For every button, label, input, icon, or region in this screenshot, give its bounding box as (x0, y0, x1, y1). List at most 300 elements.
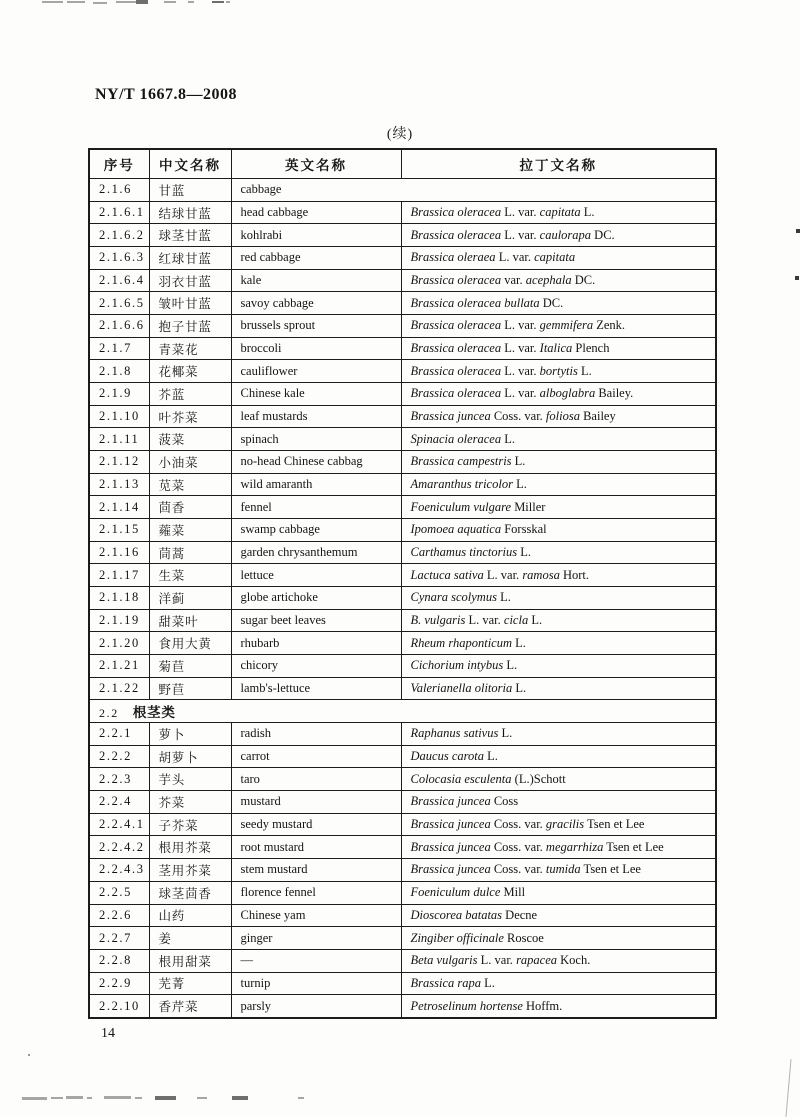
scan-artifact (188, 1, 194, 3)
latin-italic-segment: Brassica campestris (410, 454, 512, 469)
chinese-name: 小油菜 (149, 451, 231, 474)
latin-italic-segment: Brassica oleracea (410, 363, 502, 378)
table-row (89, 949, 716, 972)
latin-italic-segment: Brassica oleracea bullata (410, 295, 540, 310)
english-name: taro (231, 768, 401, 791)
latin-roman-segment: L. var. (465, 613, 504, 628)
table-row (89, 337, 716, 360)
chinese-name: 茎用芥菜 (149, 859, 231, 882)
latin-roman-segment: Tsen et Lee (584, 817, 645, 832)
row-number: 2.2.3 (89, 768, 149, 791)
latin-roman-segment: L. (484, 749, 498, 764)
latin-name (401, 564, 716, 587)
english-name: garden chrysanthemum (231, 541, 401, 564)
latin-roman-segment: L. (512, 477, 527, 492)
table-row (89, 813, 716, 836)
section-number: 2.2 (99, 706, 119, 721)
latin-italic-segment: acephala (525, 273, 572, 288)
latin-roman-segment: L. (503, 658, 518, 673)
row-number: 2.2.7 (89, 927, 149, 950)
latin-name (401, 972, 716, 995)
english-name: spinach (231, 428, 401, 451)
latin-italic-segment: Brassica oleracea (410, 386, 502, 401)
row-number: 2.1.19 (89, 609, 149, 632)
chinese-name: 结球甘蓝 (149, 201, 231, 224)
table-row (89, 972, 716, 995)
table-row (89, 179, 716, 202)
latin-roman-segment: Coss. var. (490, 817, 546, 832)
latin-name (401, 723, 716, 746)
latin-roman-segment: L. var. (477, 953, 517, 968)
latin-italic-segment: Brassica oleracea (410, 318, 502, 333)
latin-name (401, 201, 716, 224)
chinese-name: 叶芥菜 (149, 405, 231, 428)
latin-name (401, 859, 716, 882)
latin-name (401, 473, 716, 496)
chinese-name: 红球甘蓝 (149, 247, 231, 270)
section-row-cell (89, 700, 716, 723)
latin-italic-segment: Spinacia oleracea (410, 431, 502, 446)
latin-name (401, 451, 716, 474)
row-number: 2.1.6.5 (89, 292, 149, 315)
table-row (89, 292, 716, 315)
latin-name (401, 927, 716, 950)
latin-italic-segment: Rheum rhaponticum (410, 635, 512, 650)
latin-roman-segment: Coss. var. (490, 862, 546, 877)
english-name: lamb's-lettuce (231, 677, 401, 700)
table-row (89, 791, 716, 814)
english-name: red cabbage (231, 247, 401, 270)
chinese-name: 菊苣 (149, 655, 231, 678)
english-name: sugar beet leaves (231, 609, 401, 632)
latin-roman-segment: Coss. var. (490, 409, 546, 424)
row-number: 2.1.6.1 (89, 201, 149, 224)
row-number: 2.2.4.1 (89, 813, 149, 836)
latin-roman-segment: L. (501, 431, 515, 446)
table-row (89, 564, 716, 587)
latin-italic-segment: Lactuca sativa (410, 567, 484, 582)
row-number: 2.1.6.6 (89, 315, 149, 338)
latin-roman-segment: Zenk. (593, 318, 626, 333)
latin-italic-segment: Brassica oleracea (410, 205, 502, 219)
english-name: chicory (231, 655, 401, 678)
latin-name (401, 360, 716, 383)
latin-roman-segment: Hort. (559, 567, 589, 582)
row-number: 2.1.20 (89, 632, 149, 655)
latin-italic-segment: Brassica juncea (410, 794, 491, 809)
table-row (89, 405, 716, 428)
latin-roman-segment: L. (580, 205, 595, 219)
latin-name (401, 655, 716, 678)
latin-italic-segment: Foeniculum vulgare (410, 499, 512, 514)
scan-artifact (164, 1, 176, 3)
scan-artifact (66, 1096, 83, 1099)
english-name: kale (231, 269, 401, 292)
latin-name (401, 677, 716, 700)
latin-roman-segment: L. (498, 726, 513, 741)
latin-name (401, 632, 716, 655)
table-row (89, 519, 716, 542)
latin-italic-segment: Brassica juncea (410, 839, 491, 854)
latin-roman-segment: L. (517, 545, 532, 560)
latin-roman-segment: Mill (500, 885, 526, 900)
latin-name (401, 383, 716, 406)
chinese-name: 芥蓝 (149, 383, 231, 406)
table-row (89, 587, 716, 610)
chinese-name: 食用大黄 (149, 632, 231, 655)
chinese-name: 洋蓟 (149, 587, 231, 610)
row-number: 2.1.6.2 (89, 224, 149, 247)
scan-artifact (155, 1096, 176, 1100)
row-number: 2.1.12 (89, 451, 149, 474)
english-name: radish (231, 723, 401, 746)
latin-name (401, 995, 716, 1018)
chinese-name: 蕹菜 (149, 519, 231, 542)
row-number: 2.1.6 (89, 179, 149, 202)
latin-name (401, 791, 716, 814)
chinese-name: 花椰菜 (149, 360, 231, 383)
chinese-name: 香芹菜 (149, 995, 231, 1018)
latin-name (401, 224, 716, 247)
row-number: 2.1.7 (89, 337, 149, 360)
latin-name (401, 292, 716, 315)
header-latin-name: 拉丁文名称 (401, 149, 716, 179)
chinese-name: 生菜 (149, 564, 231, 587)
english-name: florence fennel (231, 881, 401, 904)
standard-number: NY/T 1667.8—2008 (95, 86, 237, 103)
scan-artifact (116, 1, 138, 3)
latin-italic-segment: tumida (545, 862, 581, 877)
latin-roman-segment: L. var. (483, 567, 523, 582)
english-name: parsly (231, 995, 401, 1018)
chinese-name: 青菜花 (149, 337, 231, 360)
latin-name (401, 541, 716, 564)
chinese-name: 胡萝卜 (149, 745, 231, 768)
latin-roman-segment: Bailey (579, 409, 616, 424)
latin-roman-segment: Decne (502, 907, 538, 922)
latin-italic-segment: foliosa (545, 409, 580, 424)
table-row (89, 269, 716, 292)
latin-roman-segment: L. (512, 635, 526, 650)
table-row (89, 768, 716, 791)
continued-label: (续) (386, 127, 414, 142)
chinese-name: 芥菜 (149, 791, 231, 814)
row-number: 2.1.16 (89, 541, 149, 564)
latin-name (401, 904, 716, 927)
latin-roman-segment: Tsen et Lee (580, 862, 641, 877)
row-number: 2.1.14 (89, 496, 149, 519)
row-number: 2.2.9 (89, 972, 149, 995)
row-number: 2.2.2 (89, 745, 149, 768)
latin-italic-segment: Raphanus sativus (410, 726, 499, 741)
table-row (89, 995, 716, 1018)
latin-roman-segment: Coss. var. (490, 839, 546, 854)
latin-name (401, 609, 716, 632)
latin-italic-segment: Zingiber officinale (410, 930, 504, 945)
latin-italic-segment: B. vulgaris (410, 613, 466, 628)
row-number: 2.1.15 (89, 519, 149, 542)
page-number: 14 (101, 1026, 115, 1041)
row-number: 2.1.6.3 (89, 247, 149, 270)
scan-artifact (104, 1096, 131, 1099)
latin-roman-segment: Roscoe (503, 930, 544, 945)
latin-italic-segment: Valerianella olitoria (410, 681, 513, 696)
latin-roman-segment: L. (511, 454, 526, 469)
english-name: rhubarb (231, 632, 401, 655)
table-row (89, 836, 716, 859)
english-name: mustard (231, 791, 401, 814)
latin-italic-segment: Cynara scolymus (410, 590, 497, 605)
scan-artifact (42, 1, 63, 3)
latin-name (401, 405, 716, 428)
latin-italic-segment: Ipomoea aquatica (410, 522, 502, 537)
section-title: 根茎类 (132, 705, 176, 721)
latin-italic-segment: Brassica rapa (410, 975, 481, 990)
table-row (89, 224, 716, 247)
english-name: Chinese kale (231, 383, 401, 406)
latin-italic-segment: Amaranthus tricolor (410, 477, 513, 492)
latin-roman-segment: L. var. (501, 318, 540, 333)
latin-italic-segment: megarrhiza (545, 839, 604, 854)
header-english-name: 英文名称 (231, 149, 401, 179)
scan-artifact (232, 1096, 248, 1100)
scan-artifact (226, 1, 230, 3)
english-name: seedy mustard (231, 813, 401, 836)
latin-roman-segment: DC. (539, 295, 564, 310)
latin-name (401, 949, 716, 972)
table-row (89, 904, 716, 927)
row-number: 2.1.13 (89, 473, 149, 496)
chinese-name: 山药 (149, 904, 231, 927)
english-name: ginger (231, 927, 401, 950)
chinese-name: 茼蒿 (149, 541, 231, 564)
latin-name (401, 247, 716, 270)
chinese-name: 芜菁 (149, 972, 231, 995)
latin-roman-segment: (L.)Schott (511, 771, 566, 786)
latin-roman-segment: L. var. (501, 227, 540, 242)
english-name: carrot (231, 745, 401, 768)
scan-artifact (51, 1097, 63, 1099)
row-number: 2.2.8 (89, 949, 149, 972)
chinese-name: 苋菜 (149, 473, 231, 496)
english-name: stem mustard (231, 859, 401, 882)
latin-roman-segment: L. (512, 681, 527, 696)
latin-name (401, 745, 716, 768)
latin-name (401, 768, 716, 791)
english-name: head cabbage (231, 201, 401, 224)
chinese-name: 皱叶甘蓝 (149, 292, 231, 315)
chinese-name: 芋头 (149, 768, 231, 791)
row-number: 2.2.5 (89, 881, 149, 904)
english-name: lettuce (231, 564, 401, 587)
row-number: 2.1.9 (89, 383, 149, 406)
chinese-name: 根用甜菜 (149, 949, 231, 972)
latin-roman-segment: DC. (571, 273, 596, 288)
latin-italic-segment: Cichorium intybus (410, 658, 504, 673)
latin-roman-segment: L. (481, 975, 495, 990)
english-name: cauliflower (231, 360, 401, 383)
table-row (89, 428, 716, 451)
english-name: brussels sprout (231, 315, 401, 338)
scan-artifact (87, 1097, 92, 1099)
table-row (89, 609, 716, 632)
latin-name (401, 587, 716, 610)
latin-italic-segment: gracilis (545, 817, 585, 832)
latin-italic-segment: Brassica oleracea (410, 273, 502, 288)
row-number: 2.1.22 (89, 677, 149, 700)
table-row (89, 201, 716, 224)
english-name: wild amaranth (231, 473, 401, 496)
latin-roman-segment: L. (528, 613, 543, 628)
english-name: leaf mustards (231, 405, 401, 428)
english-name: kohlrabi (231, 224, 401, 247)
scan-artifact (796, 229, 800, 233)
latin-italic-segment: rapacea (516, 953, 558, 968)
scan-artifact (135, 1097, 142, 1099)
latin-italic-segment: capitata (539, 205, 581, 219)
scan-artifact (28, 1054, 30, 1056)
table-row (89, 745, 716, 768)
chinese-name: 茴香 (149, 496, 231, 519)
row-number: 2.1.11 (89, 428, 149, 451)
table-row (89, 723, 716, 746)
latin-italic-segment: Dioscorea batatas (410, 907, 503, 922)
chinese-name: 抱子甘蓝 (149, 315, 231, 338)
latin-italic-segment: caulorapa (539, 227, 592, 242)
chinese-name: 球茎茴香 (149, 881, 231, 904)
latin-roman-segment: L. (496, 590, 511, 605)
english-name: turnip (231, 972, 401, 995)
row-number: 2.2.4.3 (89, 859, 149, 882)
vegetable-name-table (88, 148, 717, 1019)
table-row (89, 700, 716, 723)
table-row (89, 315, 716, 338)
latin-italic-segment: Brassica oleracea (410, 227, 502, 242)
chinese-name: 子芥菜 (149, 813, 231, 836)
latin-italic-segment: cicla (503, 613, 529, 628)
scan-artifact (785, 1059, 791, 1117)
latin-italic-segment: ramosa (522, 567, 560, 582)
scan-artifact (298, 1097, 304, 1099)
english-name: — (231, 949, 401, 972)
latin-italic-segment: bortytis (539, 363, 578, 378)
latin-roman-segment: L. (577, 363, 592, 378)
row-number: 2.2.1 (89, 723, 149, 746)
latin-italic-segment: Carthamus tinctorius (410, 545, 518, 560)
header-chinese-name: 中文名称 (149, 149, 231, 179)
latin-roman-segment: DC. (591, 227, 615, 242)
row-number: 2.2.4 (89, 791, 149, 814)
latin-italic-segment: Daucus carota (410, 749, 484, 764)
scan-artifact (212, 1, 224, 3)
latin-roman-segment: Bailey. (595, 386, 634, 401)
table-row (89, 451, 716, 474)
latin-italic-segment: Brassica juncea (410, 409, 491, 424)
row-number: 2.1.6.4 (89, 269, 149, 292)
chinese-name: 姜 (149, 927, 231, 950)
table-row (89, 859, 716, 882)
latin-name (401, 813, 716, 836)
header-no: 序号 (89, 149, 149, 179)
latin-roman-segment: Coss (490, 794, 519, 809)
latin-italic-segment: Brassica oleraea (410, 250, 496, 265)
row-number: 2.1.21 (89, 655, 149, 678)
scan-artifact (197, 1097, 207, 1099)
latin-roman-segment: Forsskal (501, 522, 547, 537)
chinese-name: 菠菜 (149, 428, 231, 451)
table-row (89, 360, 716, 383)
latin-name (401, 337, 716, 360)
table-row (89, 473, 716, 496)
table-row (89, 383, 716, 406)
row-number: 2.2.10 (89, 995, 149, 1018)
latin-italic-segment: Italica (539, 341, 573, 356)
english-name: no-head Chinese cabbag (231, 451, 401, 474)
latin-name (401, 836, 716, 859)
row-number: 2.1.18 (89, 587, 149, 610)
chinese-name: 羽衣甘蓝 (149, 269, 231, 292)
latin-roman-segment: L. var. (501, 386, 540, 401)
english-name: broccoli (231, 337, 401, 360)
latin-italic-segment: Brassica juncea (410, 817, 491, 832)
english-name: root mustard (231, 836, 401, 859)
latin-roman-segment: Miller (511, 499, 546, 514)
latin-italic-segment: gemmifera (539, 318, 594, 333)
latin-italic-segment: Petroselinum hortense (410, 998, 523, 1013)
table-row (89, 632, 716, 655)
english-name: savoy cabbage (231, 292, 401, 315)
latin-italic-segment: Foeniculum dulce (410, 885, 501, 900)
table-row (89, 541, 716, 564)
chinese-name: 甘蓝 (149, 179, 231, 202)
latin-italic-segment: Beta vulgaris (410, 953, 478, 968)
table-row (89, 496, 716, 519)
chinese-name: 萝卜 (149, 723, 231, 746)
chinese-name: 野苣 (149, 677, 231, 700)
latin-italic-segment: alboglabra (539, 386, 596, 401)
latin-italic-segment: Brassica oleracea (410, 341, 502, 356)
latin-name (401, 269, 716, 292)
row-number: 2.1.17 (89, 564, 149, 587)
latin-roman-segment: L. var. (501, 205, 540, 219)
row-number: 2.1.10 (89, 405, 149, 428)
table-row (89, 927, 716, 950)
table-header-row (89, 149, 716, 179)
latin-roman-segment: L. var. (495, 250, 535, 265)
latin-roman-segment: Hoffm. (522, 998, 563, 1013)
table-row (89, 655, 716, 678)
latin-name (401, 519, 716, 542)
latin-roman-segment: Tsen et Lee (603, 839, 664, 854)
latin-name (401, 496, 716, 519)
latin-roman-segment: L. var. (501, 363, 540, 378)
latin-italic-segment: Brassica juncea (410, 862, 491, 877)
latin-italic-segment: capitata (534, 250, 576, 265)
latin-italic-segment: Colocasia esculenta (410, 771, 512, 786)
latin-name (401, 428, 716, 451)
scan-artifact (67, 1, 85, 3)
row-number: 2.2.4.2 (89, 836, 149, 859)
latin-name (401, 315, 716, 338)
row-number: 2.2.6 (89, 904, 149, 927)
chinese-name: 甜菜叶 (149, 609, 231, 632)
english-name: fennel (231, 496, 401, 519)
scan-artifact (93, 2, 107, 4)
latin-roman-segment: Koch. (557, 953, 591, 968)
latin-name (401, 881, 716, 904)
english-name: globe artichoke (231, 587, 401, 610)
english-name: swamp cabbage (231, 519, 401, 542)
